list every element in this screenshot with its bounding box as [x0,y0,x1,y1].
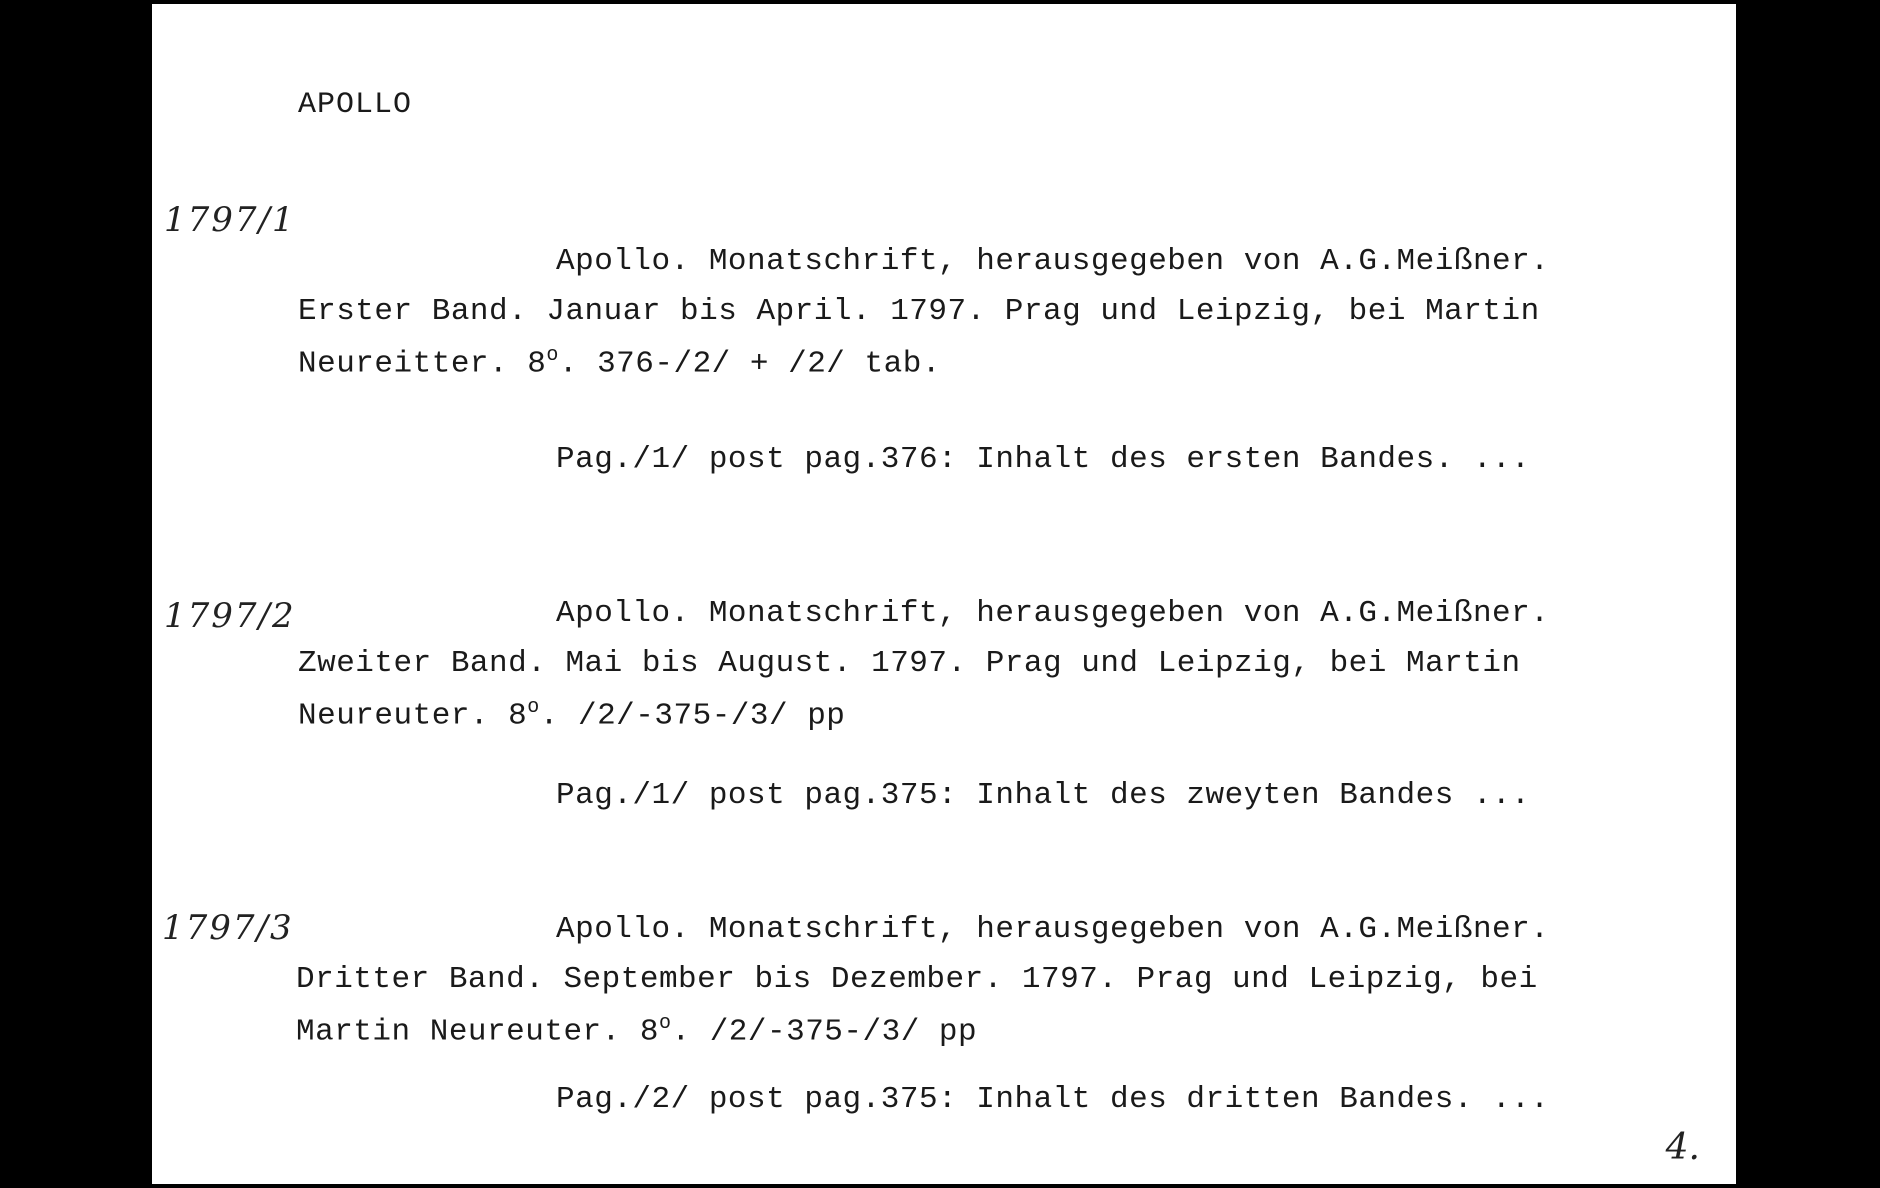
entry-2-line-2: Zweiter Band. Mai bis August. 1797. Prag und Leipzig, bei Martin [298,646,1521,681]
entry-1-line-3: Neureitter. 8$^o$. 376-/2/ + /2/ tab. [298,344,941,382]
card-heading: APOLLO [298,88,413,122]
entry-3-note: Pag./2/ post pag.375: Inhalt des dritten Bandes. ... [556,1082,1550,1117]
entry-3-line-2: Dritter Band. September bis Dezember. 1797. Prag und Leipzig, bei [296,962,1538,997]
entry-2-line-1: Apollo. Monatschrift, herausgegeben von A.G.Meißner. [556,596,1550,631]
entry-1-note: Pag./1/ post pag.376: Inhalt des ersten Bandes. ... [556,442,1531,477]
entry-3-handwritten-mark: 1797/3 [162,908,294,948]
entry-1-line-2: Erster Band. Januar bis April. 1797. Prag und Leipzig, bei Martin [298,294,1540,329]
entry-3-line-3: Martin Neureuter. 8$^o$. /2/-375-/3/ pp [296,1012,978,1050]
entry-2-line-3: Neureuter. 8$^o$. /2/-375-/3/ pp [298,696,846,734]
entry-1-line-1: Apollo. Monatschrift, herausgegeben von A.G.Meißner. [556,244,1550,279]
entry-2-handwritten-mark: 1797/2 [164,596,296,636]
entry-2-note: Pag./1/ post pag.375: Inhalt des zweyten Bandes ... [556,778,1531,813]
handwritten-page-number: 4. [1665,1127,1700,1168]
entry-3-line-1: Apollo. Monatschrift, herausgegeben von A.G.Meißner. [556,912,1550,947]
catalog-card [152,4,1736,1184]
entry-1-handwritten-mark: 1797/1 [164,200,296,240]
